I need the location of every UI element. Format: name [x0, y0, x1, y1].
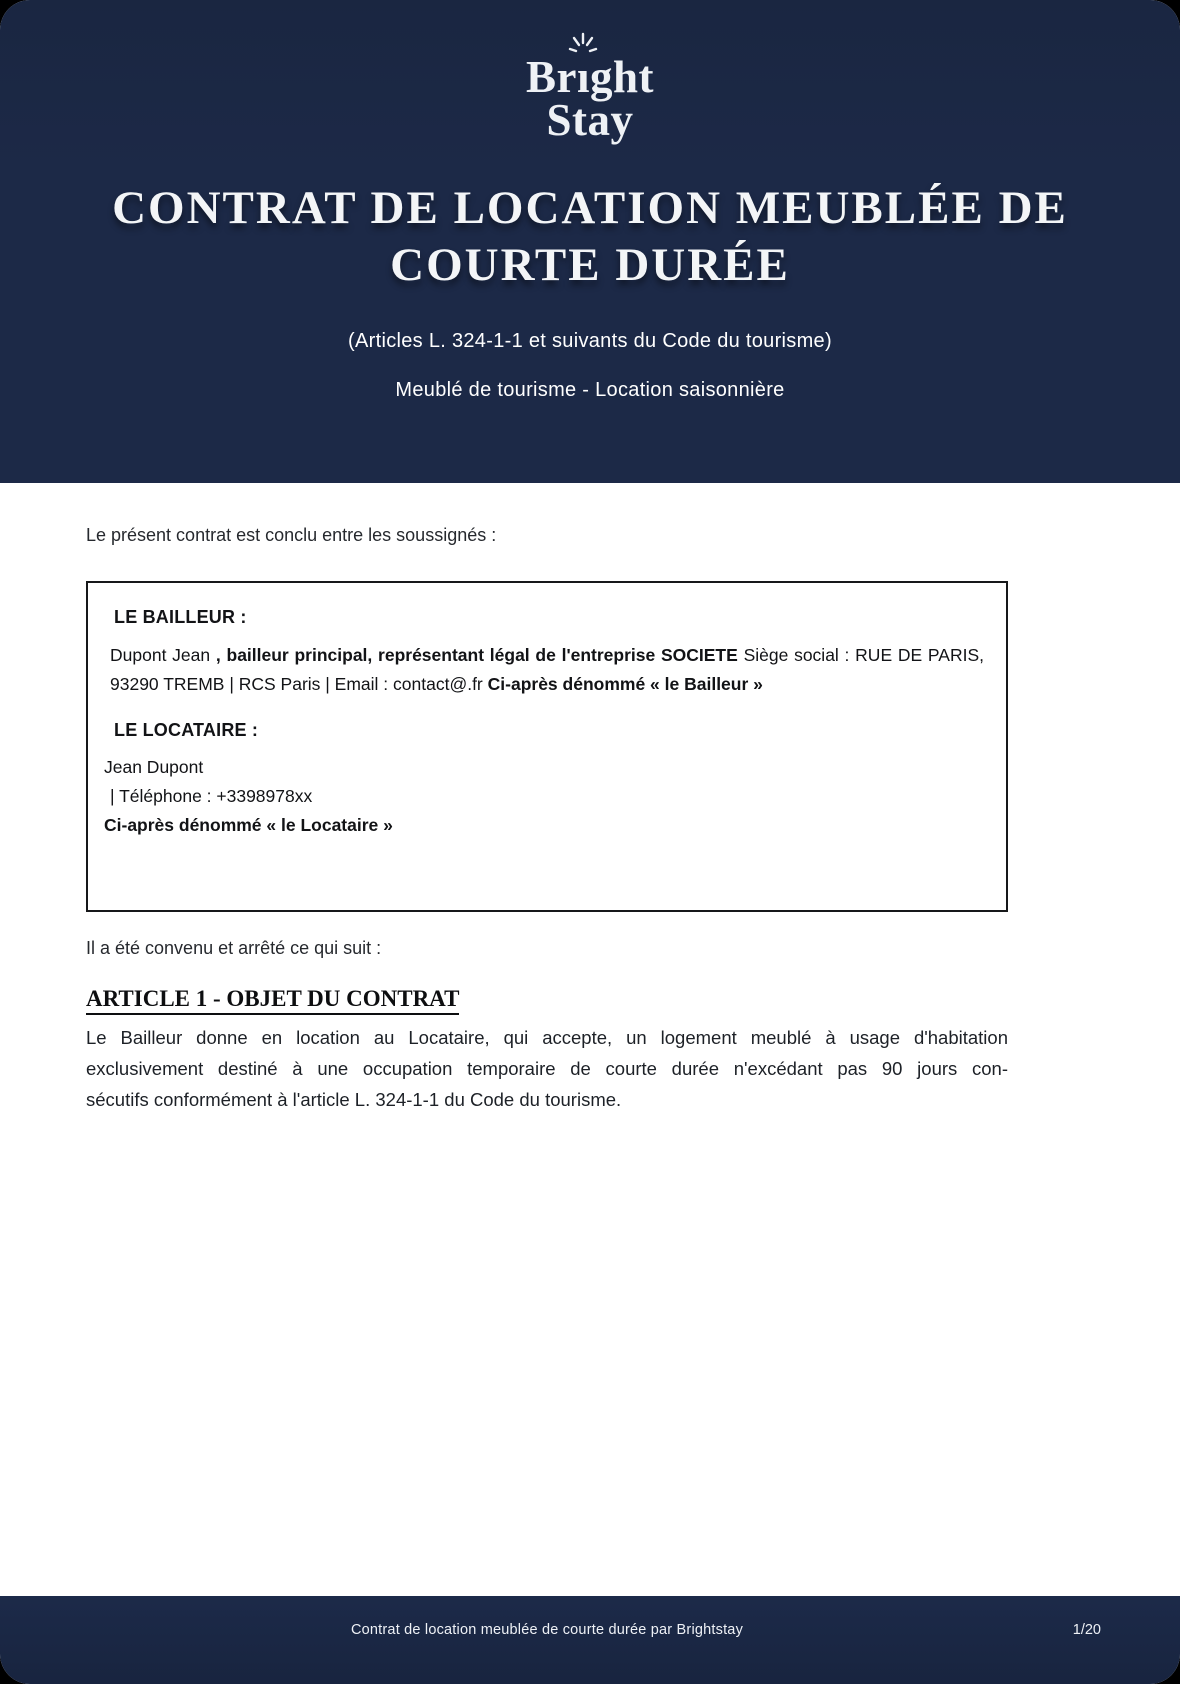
- paragraph-line: Le Bailleur donne en location au Locataire, qui accepte, un logement meublé à usage d'habitation: [86, 1027, 1008, 1048]
- logo-text-part: Br: [525, 52, 577, 102]
- intro-line: Le présent contrat est conclu entre les soussignés :: [86, 525, 497, 545]
- legal-reference-subtitle: (Articles L. 324-1-1 et suivants du Code du tourisme): [348, 330, 832, 352]
- page-body: [0, 483, 1180, 1596]
- bailleur-details: [110, 641, 984, 699]
- agreement-line: Il a été convenu et arrêté ce qui suit :: [86, 938, 382, 958]
- article-1-heading: ARTICLE 1 - OBJET DU CONTRAT: [86, 986, 1008, 1015]
- bailleur-heading: LE BAILLEUR :: [114, 607, 247, 627]
- logo-text-part: ı: [576, 52, 590, 102]
- title-line-1: CONTRAT DE LOCATION MEUBLÉE DE: [112, 182, 1068, 234]
- page-footer: [0, 1596, 1180, 1684]
- logo-i-with-sparkle: [576, 52, 590, 102]
- brand-logo: [0, 52, 1180, 145]
- title-line-2: COURTE DURÉE: [390, 239, 790, 291]
- paragraph-line: exclusivement destiné à une occupation temporaire de courte durée n'excédant pas 90 jours con-: [86, 1058, 1008, 1079]
- sparkle-rays-icon: [568, 32, 598, 56]
- bailleur-denomination: Ci-après dénommé « le Bailleur »: [487, 674, 763, 694]
- document-subtitle: Meublé de tourisme - Location saisonnière: [395, 379, 785, 401]
- locataire-denomination: Ci-après dénommé « le Locataire »: [104, 815, 393, 835]
- locataire-phone: | Téléphone : +3398978xx: [110, 786, 313, 806]
- logo-bright-line: [0, 52, 1180, 102]
- document-title: [0, 180, 1180, 294]
- logo-stay-line: Stay: [546, 95, 634, 145]
- article-1-paragraph: [86, 1022, 1008, 1115]
- bailleur-role: , bailleur principal, représentant légal de l'entreprise SOCIETE: [215, 645, 744, 665]
- bailleur-name: Dupont Jean: [110, 645, 216, 665]
- page-number: 1/20: [1072, 1622, 1101, 1638]
- article-1-section: [86, 986, 1008, 1115]
- page-header: [0, 0, 1180, 483]
- parties-box: [86, 581, 1008, 912]
- locataire-name: Jean Dupont: [104, 757, 204, 777]
- footer-text: Contrat de location meublée de courte durée par Brightstay: [350, 1622, 744, 1638]
- logo-text-part: ght: [590, 52, 655, 102]
- locataire-heading: LE LOCATAIRE :: [114, 720, 259, 740]
- bailleur-contact: Siège social : RUE DE PARIS, 93290 TREMB | RCS Paris | Email : contact@.fr: [110, 645, 985, 694]
- paragraph-line: sécutifs conformément à l'article L. 324-1-1 du Code du tourisme.: [86, 1089, 622, 1110]
